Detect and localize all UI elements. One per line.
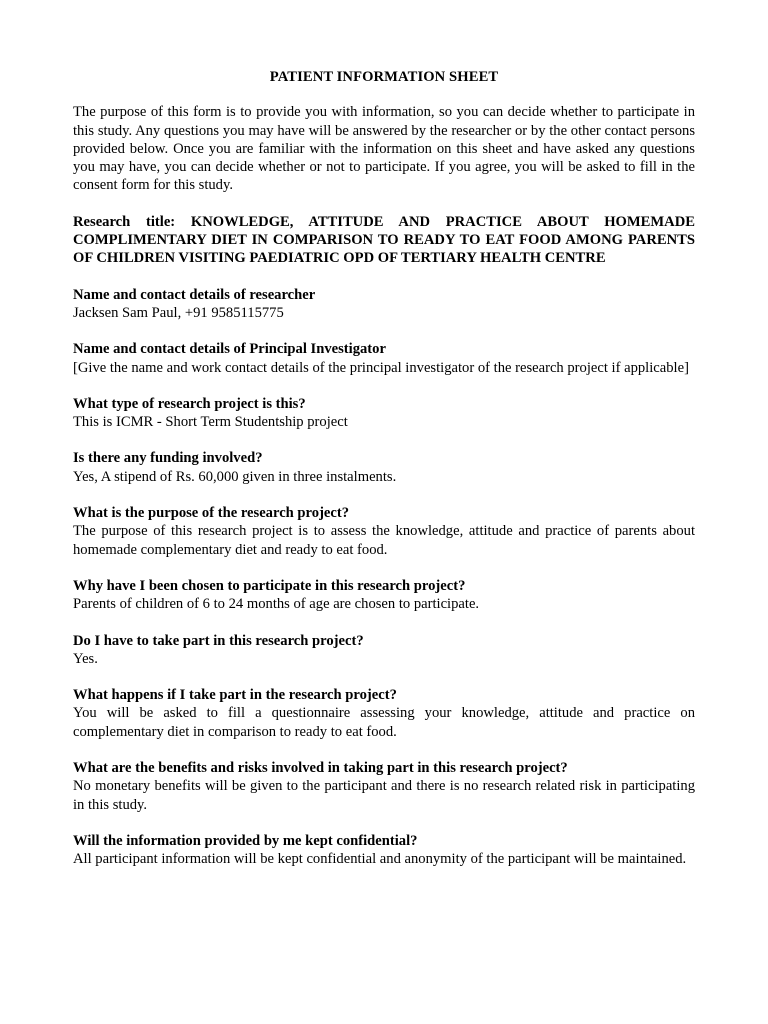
section-benefits-risks <box>73 759 695 814</box>
section-body: No monetary benefits will be given to the participant and there is no research related risk in participating in this study. <box>73 778 695 813</box>
section-heading: What happens if I take part in the research project? <box>73 687 397 704</box>
section-project-type <box>73 395 695 432</box>
section-what-happens <box>73 686 695 741</box>
section-heading: Why have I been chosen to participate in this research project? <box>73 577 466 594</box>
section-heading: What type of research project is this? <box>73 395 306 412</box>
section-body: All participant information will be kept confidential and anonymity of the participant will be maintained. <box>73 851 687 868</box>
section-heading: Name and contact details of researcher <box>73 286 316 303</box>
section-researcher-contact <box>73 286 695 323</box>
section-body: The purpose of this research project is to assess the knowledge, attitude and practice of parents about homemade complementary diet and ready to eat food. <box>73 523 695 558</box>
section-principal-investigator <box>73 340 695 377</box>
section-body: You will be asked to fill a questionnaire assessing your knowledge, attitude and practice on complementary diet in comparison to ready to eat food. <box>73 705 695 740</box>
section-body: This is ICMR - Short Term Studentship project <box>73 414 348 431</box>
section-funding <box>73 449 695 486</box>
section-heading: What is the purpose of the research project? <box>73 505 350 522</box>
document-page <box>73 68 695 887</box>
section-take-part <box>73 632 695 669</box>
intro-paragraph: The purpose of this form is to provide you with information, so you can decide whether to participate in this study. Any questions you may have will be answered by the researcher or by the other contact persons provided below. Once you are familiar with the information on this sheet and have asked any questions you may have, you can decide whether or not to participate. If you agree, you will be asked to fill in the consent form for this study. <box>73 104 695 194</box>
section-heading: What are the benefits and risks involved in taking part in this research project? <box>73 760 568 777</box>
section-heading: Name and contact details of Principal Investigator <box>73 341 386 358</box>
section-body: [Give the name and work contact details of the principal investigator of the research project if applicable] <box>73 359 689 376</box>
section-body: Yes, A stipend of Rs. 60,000 given in three instalments. <box>73 468 397 485</box>
section-heading: Do I have to take part in this research project? <box>73 632 364 649</box>
section-body: Parents of children of 6 to 24 months of age are chosen to participate. <box>73 596 480 613</box>
section-body: Yes. <box>73 650 98 667</box>
page-title: PATIENT INFORMATION SHEET <box>269 69 499 85</box>
section-purpose <box>73 504 695 559</box>
section-confidentiality <box>73 832 695 869</box>
section-why-chosen <box>73 577 695 614</box>
section-body: Jacksen Sam Paul, +91 9585115775 <box>73 304 284 321</box>
section-heading: Will the information provided by me kept confidential? <box>73 832 418 849</box>
research-title: Research title: KNOWLEDGE, ATTITUDE AND PRACTICE ABOUT HOMEMADE COMPLIMENTARY DIET IN COMPARISON TO READY TO EAT FOOD AMONG PARENTS OF CHILDREN VISITING PAEDIATRIC OPD OF TERTIARY HEALTH CENTRE <box>73 213 695 267</box>
section-heading: Is there any funding involved? <box>73 450 263 467</box>
